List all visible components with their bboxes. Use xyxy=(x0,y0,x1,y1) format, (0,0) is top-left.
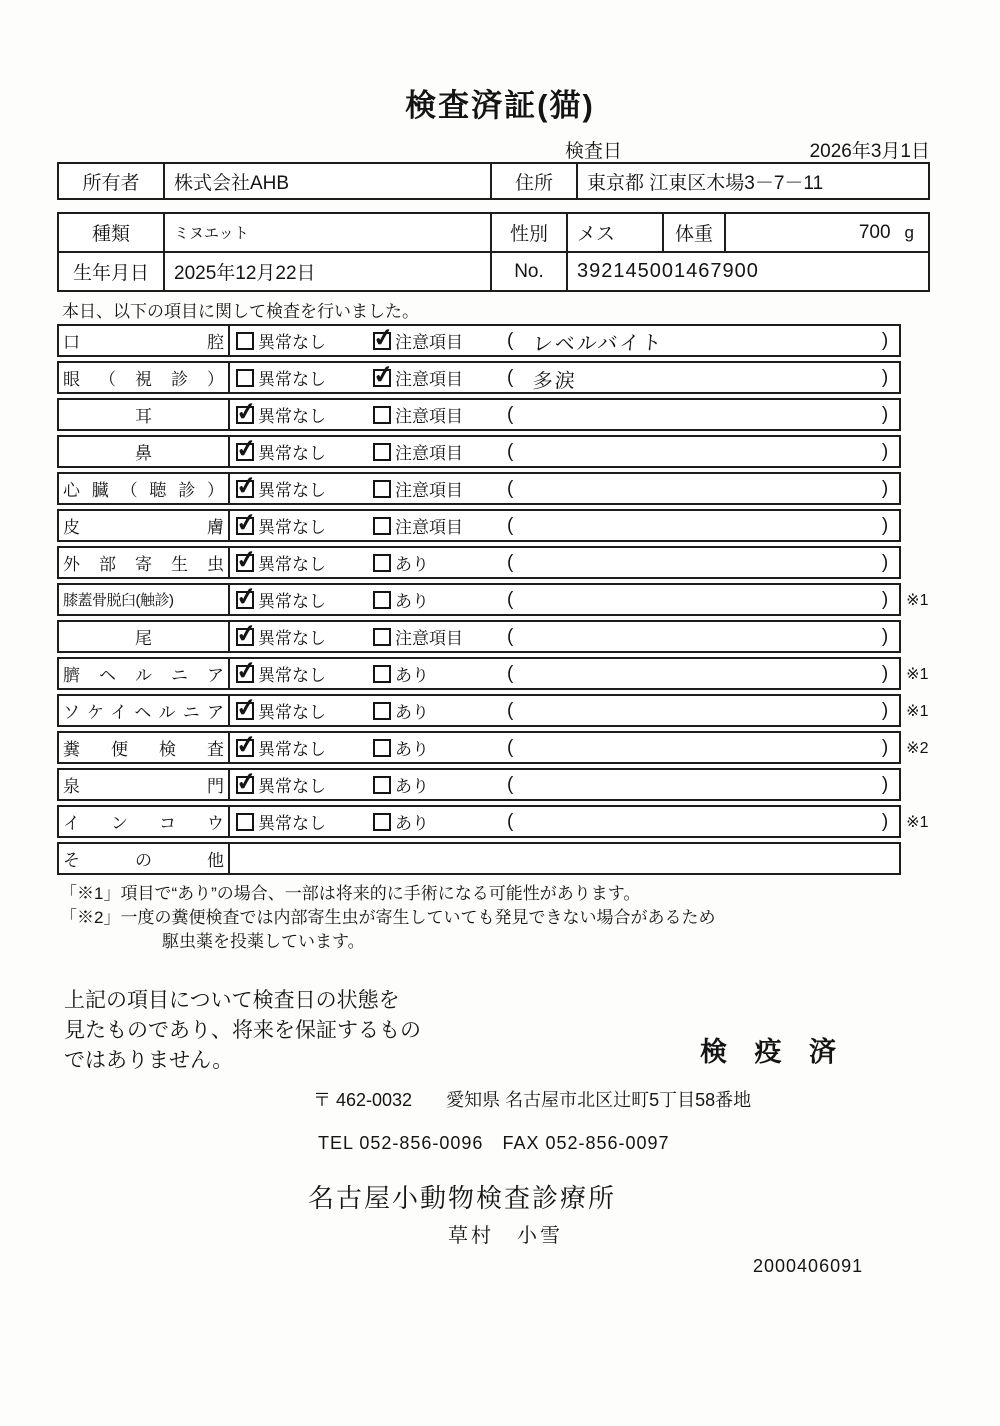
check-option-label: 異常なし xyxy=(258,333,326,352)
empty-checkbox-icon xyxy=(373,480,391,498)
check-option-label: 異常なし xyxy=(258,518,326,537)
empty-checkbox-icon xyxy=(373,443,391,461)
check-option-label: あり xyxy=(395,814,429,833)
checked-checkbox-icon xyxy=(236,702,254,720)
intro-text: 本日、以下の項目に関して検査を行いました。 xyxy=(62,302,419,321)
checklist-row-box xyxy=(57,324,901,357)
check-option-label: 注意項目 xyxy=(395,518,463,537)
item-label-cell xyxy=(59,548,230,577)
item-label-cell xyxy=(59,622,230,651)
handwritten-note xyxy=(513,598,882,602)
checked-checkbox-icon xyxy=(236,591,254,609)
footnote-mark xyxy=(901,324,942,357)
check-option-label: あり xyxy=(395,777,429,796)
clinic-postal-code: 〒 462-0032 xyxy=(313,1090,413,1110)
check-option xyxy=(236,550,373,575)
open-paren: ( xyxy=(507,662,514,684)
checked-checkbox-icon xyxy=(373,332,391,350)
checklist-row xyxy=(57,805,942,838)
checklist-row xyxy=(57,324,942,357)
owner-table xyxy=(57,162,930,200)
item-label: 膝蓋骨脱臼(触診) xyxy=(63,592,174,609)
footnote-mark xyxy=(901,361,942,394)
options-area xyxy=(230,400,899,429)
options-area xyxy=(230,659,899,688)
item-label-cell xyxy=(59,770,230,799)
weight-value xyxy=(726,214,928,251)
checklist-row xyxy=(57,435,942,468)
empty-checkbox-icon xyxy=(373,702,391,720)
check-option xyxy=(236,587,373,612)
checklist-row xyxy=(57,398,942,431)
check-option-label: 異常なし xyxy=(258,666,326,685)
disclaimer-text xyxy=(64,986,421,1076)
check-option xyxy=(236,772,373,797)
item-label-cell xyxy=(59,585,230,614)
options-area xyxy=(230,770,899,799)
checklist-row xyxy=(57,694,942,727)
footnote-mark xyxy=(901,620,942,653)
footnote-mark xyxy=(901,435,942,468)
item-label: 臍 ヘ ル ニ ア xyxy=(63,666,224,685)
checklist-row-box xyxy=(57,583,901,616)
check-option xyxy=(236,439,373,464)
checklist-row-box xyxy=(57,546,901,579)
empty-checkbox-icon xyxy=(373,517,391,535)
checked-checkbox-icon xyxy=(373,369,391,387)
checklist-row-box xyxy=(57,472,901,505)
sex-value: メス xyxy=(568,214,664,251)
check-option xyxy=(373,476,507,501)
checklist-row xyxy=(57,768,942,801)
open-paren: ( xyxy=(507,699,514,721)
close-paren: ) xyxy=(881,736,889,758)
pet-table-row-2 xyxy=(59,251,928,290)
empty-checkbox-icon xyxy=(373,591,391,609)
clinic-address-line xyxy=(313,1086,751,1112)
id-number-value: 392145001467900 xyxy=(577,260,759,282)
check-option xyxy=(373,587,507,612)
check-option xyxy=(236,661,373,686)
check-option-label: あり xyxy=(395,592,429,611)
owner-label: 所有者 xyxy=(59,164,165,198)
options-area xyxy=(230,474,899,503)
footnote-2: 「※2」一度の糞便検査では内部寄生虫が寄生していても発見できない場合があるため xyxy=(60,908,716,927)
checklist-row xyxy=(57,620,942,653)
check-option-label: 異常なし xyxy=(258,629,326,648)
checklist-row xyxy=(57,583,942,616)
inspection-date-value: 2026年3月1日 xyxy=(809,141,930,162)
close-paren: ) xyxy=(881,551,889,573)
empty-checkbox-icon xyxy=(236,332,254,350)
disclaimer-line-2: 見たものであり、将来を保証するもの xyxy=(64,1019,421,1042)
check-option-label: 注意項目 xyxy=(395,629,463,648)
address-value: 東京都 江東区木場3－7－11 xyxy=(587,172,824,194)
options-area xyxy=(230,363,899,392)
open-paren: ( xyxy=(507,403,514,425)
inspection-date-row xyxy=(565,136,930,163)
check-option-label: 異常なし xyxy=(258,407,326,426)
options-area xyxy=(230,696,899,725)
close-paren: ) xyxy=(881,477,889,499)
empty-area xyxy=(230,844,899,873)
serial-number: 2000406091 xyxy=(753,1256,864,1276)
open-paren: ( xyxy=(507,773,514,795)
checklist-row-box xyxy=(57,805,901,838)
check-option xyxy=(373,624,507,649)
item-label-cell xyxy=(59,844,230,873)
open-paren: ( xyxy=(507,588,514,610)
footnote-mark: ※2 xyxy=(906,739,929,757)
close-paren: ) xyxy=(881,514,889,536)
check-option-label: 注意項目 xyxy=(395,444,463,463)
handwritten-note: 多涙 xyxy=(532,368,579,393)
check-option xyxy=(373,550,507,575)
item-label: 眼 （ 視 診 ） xyxy=(63,370,224,389)
options-area xyxy=(230,548,899,577)
species-label: 種類 xyxy=(59,214,165,251)
checked-checkbox-icon xyxy=(236,443,254,461)
checked-checkbox-icon xyxy=(236,554,254,572)
checked-checkbox-icon xyxy=(236,739,254,757)
empty-checkbox-icon xyxy=(373,665,391,683)
checked-checkbox-icon xyxy=(236,406,254,424)
check-option xyxy=(373,698,507,723)
close-paren: ) xyxy=(881,366,889,388)
item-label-cell xyxy=(59,363,230,392)
item-label-cell xyxy=(59,733,230,762)
handwritten-note xyxy=(513,413,882,417)
check-option-label: 異常なし xyxy=(258,592,326,611)
empty-checkbox-icon xyxy=(373,554,391,572)
item-label: 耳 xyxy=(135,407,152,426)
check-option-label: 異常なし xyxy=(258,555,326,574)
open-paren: ( xyxy=(507,810,514,832)
handwritten-note xyxy=(513,746,882,750)
check-option-label: 注意項目 xyxy=(395,407,463,426)
check-option xyxy=(236,476,373,501)
item-label: 皮 膚 xyxy=(63,518,224,537)
close-paren: ) xyxy=(881,588,889,610)
item-label-cell xyxy=(59,474,230,503)
check-option xyxy=(373,402,507,427)
options-area xyxy=(230,585,899,614)
page-title: 検査済証(猫) xyxy=(405,88,595,123)
item-label-cell xyxy=(59,400,230,429)
check-option-label: あり xyxy=(395,703,429,722)
check-option xyxy=(236,402,373,427)
empty-checkbox-icon xyxy=(373,813,391,831)
handwritten-note xyxy=(513,561,882,565)
checked-checkbox-icon xyxy=(236,776,254,794)
item-label-cell xyxy=(59,696,230,725)
checklist-row xyxy=(57,657,942,690)
options-area xyxy=(230,622,899,651)
item-label: 心 臓 （ 聴 診 ） xyxy=(63,481,224,500)
check-option-label: あり xyxy=(395,666,429,685)
footnote-mark xyxy=(901,398,942,431)
pet-table xyxy=(57,212,930,292)
check-option xyxy=(373,735,507,760)
disclaimer-line-3: ではありません。 xyxy=(64,1049,234,1072)
checklist-row-box xyxy=(57,768,901,801)
options-area xyxy=(230,733,899,762)
footnote-mark xyxy=(901,509,942,542)
checklist-row-box xyxy=(57,509,901,542)
checklist-row xyxy=(57,842,942,875)
clinic-name: 名古屋小動物検査診療所 xyxy=(308,1183,617,1213)
empty-checkbox-icon xyxy=(373,406,391,424)
open-paren: ( xyxy=(507,477,514,499)
check-option-label: あり xyxy=(395,740,429,759)
footnote-mark: ※1 xyxy=(906,702,929,720)
birthdate-label: 生年月日 xyxy=(59,253,165,290)
checklist-row-box xyxy=(57,842,901,875)
check-option xyxy=(236,513,373,538)
open-paren: ( xyxy=(507,736,514,758)
check-option xyxy=(373,365,507,390)
item-label: 口 腔 xyxy=(63,333,224,352)
close-paren: ) xyxy=(881,699,889,721)
check-option-label: 異常なし xyxy=(258,703,326,722)
check-option xyxy=(236,698,373,723)
handwritten-note xyxy=(513,709,882,713)
check-option-label: 異常なし xyxy=(258,481,326,500)
empty-checkbox-icon xyxy=(373,628,391,646)
check-option xyxy=(373,513,507,538)
empty-checkbox-icon xyxy=(236,369,254,387)
footnote-mark xyxy=(901,768,942,801)
options-area xyxy=(230,326,899,355)
item-label: そ の 他 xyxy=(63,851,224,870)
check-option xyxy=(373,661,507,686)
empty-checkbox-icon xyxy=(373,739,391,757)
open-paren: ( xyxy=(507,366,514,388)
open-paren: ( xyxy=(507,329,514,351)
check-option xyxy=(236,328,373,353)
item-label: イ ン コ ウ xyxy=(63,814,224,833)
checked-checkbox-icon xyxy=(236,628,254,646)
sex-label: 性別 xyxy=(492,214,568,251)
check-option xyxy=(236,735,373,760)
options-area xyxy=(230,511,899,540)
checklist-row xyxy=(57,731,942,764)
item-label: 糞 便 検 査 xyxy=(63,740,224,759)
check-option xyxy=(373,772,507,797)
owner-value: 株式会社AHB xyxy=(165,164,492,198)
id-number-label: No. xyxy=(492,253,568,290)
handwritten-note xyxy=(513,635,882,639)
checked-checkbox-icon xyxy=(236,665,254,683)
checklist-row-box xyxy=(57,361,901,394)
weight-unit: g xyxy=(904,222,914,242)
item-label-cell xyxy=(59,437,230,466)
handwritten-note xyxy=(513,820,882,824)
check-option-label: 異常なし xyxy=(258,777,326,796)
close-paren: ) xyxy=(881,625,889,647)
checked-checkbox-icon xyxy=(236,517,254,535)
veterinarian-name: 草村 小雪 xyxy=(448,1225,563,1247)
checklist-row-box xyxy=(57,731,901,764)
close-paren: ) xyxy=(881,329,889,351)
checklist-row xyxy=(57,472,942,505)
check-option-label: あり xyxy=(395,555,429,574)
check-option xyxy=(236,809,373,834)
close-paren: ) xyxy=(881,662,889,684)
clinic-tel-fax: TEL 052-856-0096 FAX 052-856-0097 xyxy=(318,1133,670,1153)
check-option xyxy=(373,328,507,353)
footnote-mark: ※1 xyxy=(906,591,929,609)
empty-checkbox-icon xyxy=(373,776,391,794)
footnote-mark: ※1 xyxy=(906,813,929,831)
check-option-label: 異常なし xyxy=(258,740,326,759)
item-label-cell xyxy=(59,326,230,355)
pet-table-row-1 xyxy=(59,214,928,251)
open-paren: ( xyxy=(507,551,514,573)
handwritten-note: レベルバイト xyxy=(532,330,665,356)
clinic-address: 愛知県 名古屋市北区辻町5丁目58番地 xyxy=(446,1090,752,1110)
check-option-label: 注意項目 xyxy=(395,370,463,389)
checklist-row-box xyxy=(57,657,901,690)
weight-label: 体重 xyxy=(664,214,726,251)
footnote-2-continued: 駆虫薬を投薬しています。 xyxy=(162,932,365,951)
checklist-table xyxy=(57,324,942,879)
footnote-1: 「※1」項目で“あり”の場合、一部は将来的に手術になる可能性があります。 xyxy=(60,884,641,903)
open-paren: ( xyxy=(507,514,514,536)
item-label: ソケイヘルニア xyxy=(63,703,224,722)
footnote-mark xyxy=(901,546,942,579)
check-option xyxy=(236,624,373,649)
check-option xyxy=(373,439,507,464)
check-option-label: 注意項目 xyxy=(395,481,463,500)
handwritten-note xyxy=(513,487,882,491)
open-paren: ( xyxy=(507,440,514,462)
disclaimer-line-1: 上記の項目について検査日の状態を xyxy=(64,989,400,1012)
footnotes xyxy=(60,882,715,954)
footnote-mark: ※1 xyxy=(906,665,929,683)
item-label-cell xyxy=(59,511,230,540)
footnote-mark xyxy=(901,842,942,875)
handwritten-note xyxy=(513,672,882,676)
options-area xyxy=(230,807,899,836)
item-label-cell xyxy=(59,807,230,836)
open-paren: ( xyxy=(507,625,514,647)
check-option xyxy=(236,365,373,390)
check-option-label: 異常なし xyxy=(258,814,326,833)
handwritten-note xyxy=(513,450,882,454)
handwritten-note xyxy=(513,783,882,787)
inspection-date-label: 検査日 xyxy=(565,141,623,162)
item-label: 尾 xyxy=(135,629,152,648)
checklist-row-box xyxy=(57,620,901,653)
checklist-row xyxy=(57,509,942,542)
item-label: 泉 門 xyxy=(63,777,224,796)
checklist-row-box xyxy=(57,694,901,727)
item-label: 鼻 xyxy=(135,444,152,463)
close-paren: ) xyxy=(881,773,889,795)
checked-checkbox-icon xyxy=(236,480,254,498)
options-area xyxy=(230,437,899,466)
check-option-label: 注意項目 xyxy=(395,333,463,352)
close-paren: ) xyxy=(881,403,889,425)
close-paren: ) xyxy=(881,810,889,832)
item-label-cell xyxy=(59,659,230,688)
check-option-label: 異常なし xyxy=(258,370,326,389)
footnote-mark xyxy=(901,472,942,505)
checklist-row xyxy=(57,361,942,394)
item-label: 外 部 寄 生 虫 xyxy=(63,555,224,574)
checklist-row-box xyxy=(57,398,901,431)
empty-checkbox-icon xyxy=(236,813,254,831)
quarantine-passed-stamp: 検 疫 済 xyxy=(700,1037,847,1067)
weight-number: 700 xyxy=(858,221,891,243)
birthdate-value: 2025年12月22日 xyxy=(165,253,492,290)
handwritten-note xyxy=(513,524,882,528)
check-option xyxy=(373,809,507,834)
checklist-row-box xyxy=(57,435,901,468)
address-label: 住所 xyxy=(492,164,578,198)
close-paren: ) xyxy=(881,440,889,462)
species-value: ミヌエット xyxy=(165,214,492,251)
check-option-label: 異常なし xyxy=(258,444,326,463)
checklist-row xyxy=(57,546,942,579)
